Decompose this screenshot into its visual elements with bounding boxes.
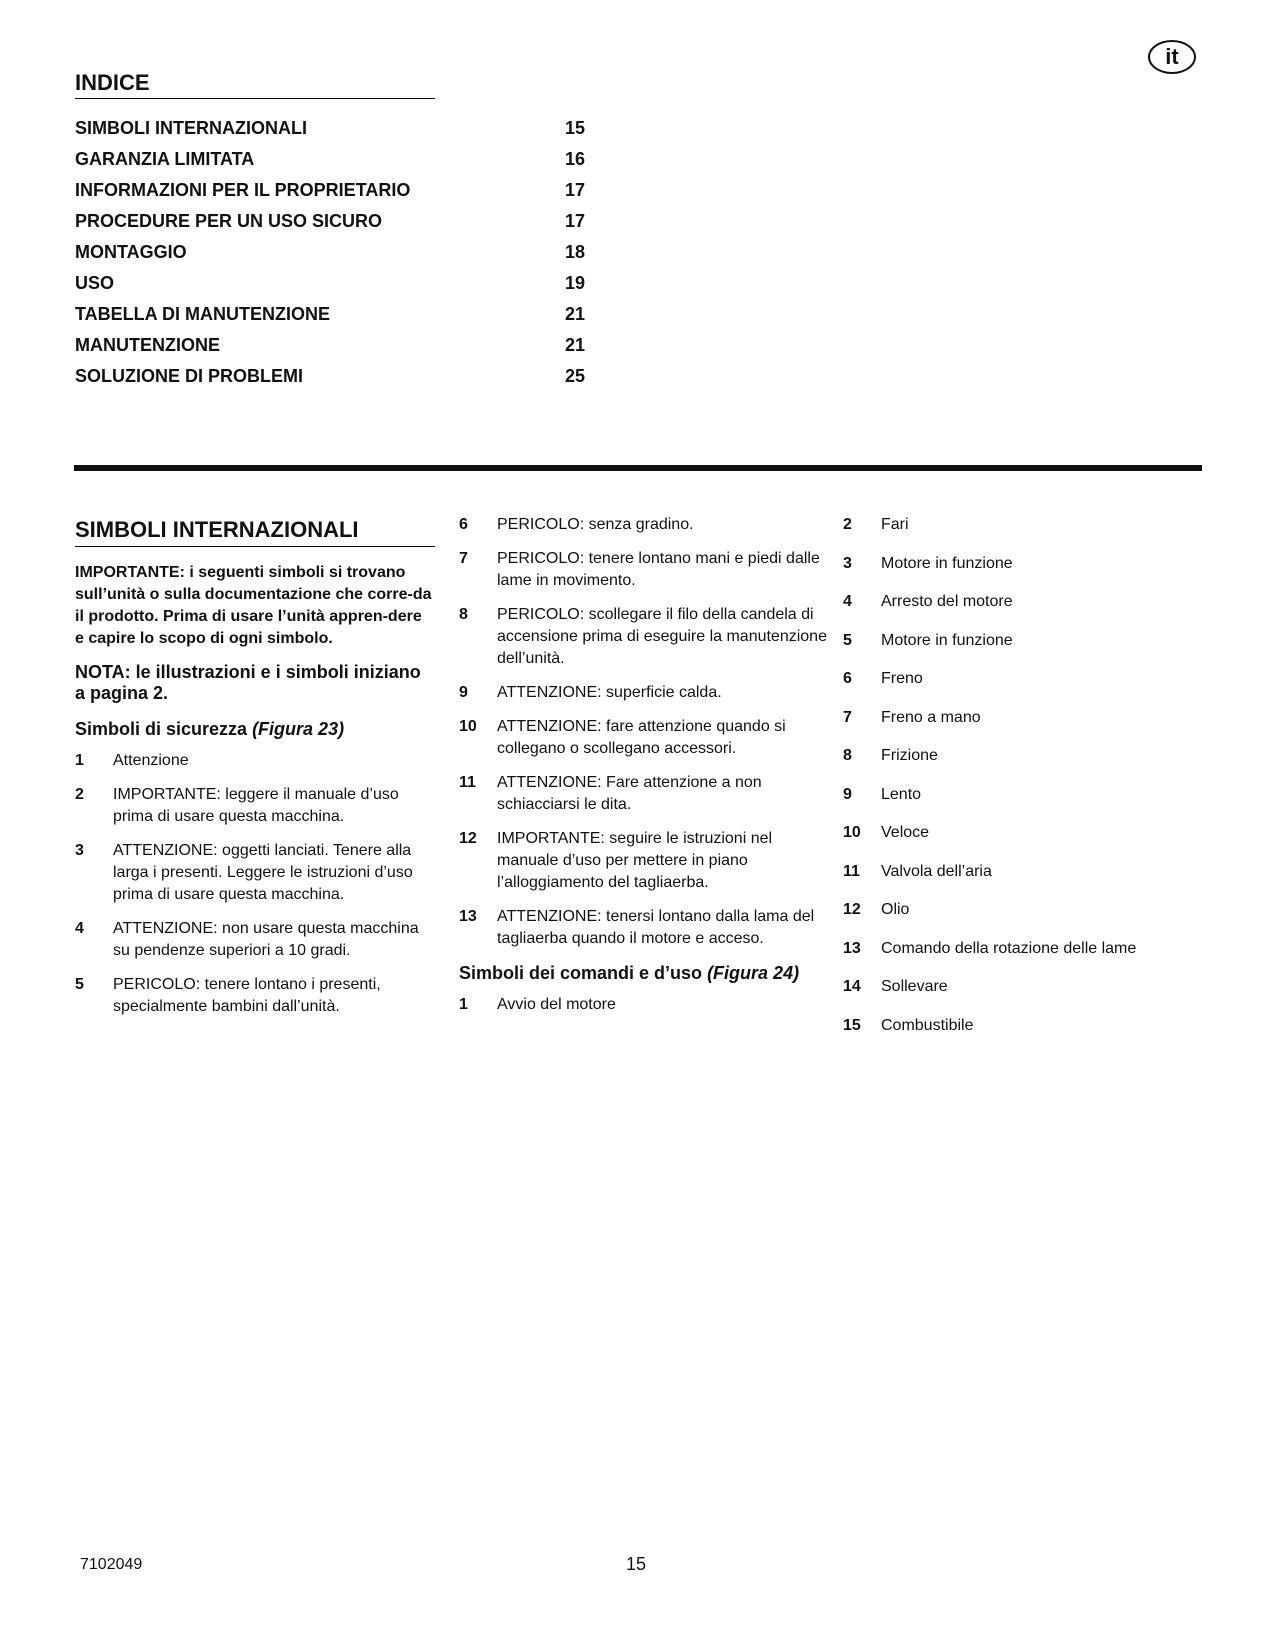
toc-entry-page: 16 bbox=[564, 149, 585, 169]
item-text: Frizione bbox=[881, 747, 938, 764]
item-number: 11 bbox=[459, 774, 476, 791]
toc-entry bbox=[75, 149, 585, 180]
item-number: 5 bbox=[75, 976, 84, 993]
list-item bbox=[459, 716, 829, 760]
item-number: 14 bbox=[843, 978, 861, 995]
controls-symbols-heading bbox=[459, 962, 829, 984]
item-number: 9 bbox=[843, 785, 852, 803]
list-item bbox=[843, 745, 1203, 767]
item-text: Combustibile bbox=[881, 1016, 974, 1034]
toc-entry-page: 21 bbox=[564, 304, 585, 324]
item-number: 2 bbox=[843, 516, 852, 533]
item-number: 10 bbox=[459, 718, 477, 735]
list-item bbox=[843, 861, 1203, 883]
list-item bbox=[459, 772, 829, 816]
item-number: 6 bbox=[843, 670, 852, 687]
list-item bbox=[75, 918, 435, 962]
item-text: IMPORTANTE: seguire le istruzioni nel manuale d’uso per mettere in piano l’alloggiamento del tagliaerba. bbox=[497, 830, 773, 891]
item-number: 3 bbox=[75, 842, 84, 859]
item-text: ATTENZIONE: fare attenzione quando si collegano o scollegano accessori. bbox=[497, 718, 786, 757]
column-right bbox=[843, 514, 1203, 1053]
column-middle bbox=[459, 514, 829, 1028]
toc-entry-label: MONTAGGIO bbox=[75, 242, 187, 262]
note-paragraph: NOTA: le illustrazioni e i simboli iniziano a pagina 2. bbox=[75, 662, 421, 703]
toc-entry-page: 21 bbox=[564, 335, 585, 355]
item-text: ATTENZIONE: non usare questa macchina su pendenze superiori a 10 gradi. bbox=[113, 920, 419, 959]
controls-figure-ref: (Figura 24) bbox=[707, 963, 800, 983]
safety-figure-ref: (Figura 23) bbox=[252, 719, 345, 739]
item-number: 6 bbox=[459, 516, 468, 533]
list-item bbox=[75, 974, 435, 1018]
item-number: 4 bbox=[843, 593, 852, 610]
list-item bbox=[843, 822, 1203, 844]
toc-entry bbox=[75, 335, 585, 366]
toc-entry-label: USO bbox=[75, 273, 115, 293]
list-item bbox=[75, 784, 435, 828]
item-text: ATTENZIONE: Fare attenzione a non schiacciarsi le dita. bbox=[497, 774, 762, 813]
item-number: 4 bbox=[75, 920, 84, 937]
list-item bbox=[843, 899, 1203, 921]
item-number: 8 bbox=[459, 606, 468, 623]
list-item bbox=[459, 828, 829, 894]
toc-entry bbox=[75, 242, 585, 273]
list-item bbox=[459, 682, 829, 704]
toc-entry-label: PROCEDURE PER UN USO SICURO bbox=[75, 211, 383, 231]
toc-entry bbox=[75, 366, 585, 397]
item-text: Freno a mano bbox=[881, 708, 981, 726]
column-left bbox=[75, 514, 435, 1030]
toc-entry-label: TABELLA DI MANUTENZIONE bbox=[75, 304, 330, 324]
list-item bbox=[843, 514, 1203, 536]
toc-entry-page: 19 bbox=[564, 273, 585, 293]
list-item bbox=[75, 750, 435, 772]
item-number: 8 bbox=[843, 747, 852, 764]
item-text: Sollevare bbox=[881, 978, 948, 995]
document-code: 7102049 bbox=[80, 1556, 143, 1573]
list-item bbox=[459, 906, 829, 950]
list-item bbox=[843, 591, 1203, 613]
list-item bbox=[843, 938, 1203, 960]
page-number: 15 bbox=[626, 1554, 647, 1574]
safety-symbols-heading bbox=[75, 718, 435, 740]
item-text: IMPORTANTE: leggere il manuale d’uso prima di usare questa macchina. bbox=[113, 786, 399, 825]
list-item bbox=[843, 784, 1203, 806]
item-text: PERICOLO: senza gradino. bbox=[497, 516, 694, 533]
item-number: 13 bbox=[459, 908, 477, 925]
item-text: Valvola dell’aria bbox=[881, 862, 992, 880]
section-divider bbox=[74, 465, 1202, 471]
toc-entry-page: 18 bbox=[564, 242, 585, 262]
toc-entry bbox=[75, 118, 585, 149]
table-of-contents bbox=[75, 118, 585, 397]
item-number: 15 bbox=[843, 1016, 861, 1034]
language-badge bbox=[1148, 40, 1196, 74]
item-text: Lento bbox=[881, 785, 922, 803]
list-item bbox=[843, 553, 1203, 575]
item-number: 7 bbox=[459, 550, 468, 567]
item-number: 7 bbox=[843, 708, 852, 726]
list-item bbox=[843, 630, 1203, 652]
toc-entry bbox=[75, 304, 585, 335]
item-text: ATTENZIONE: oggetti lanciati. Tenere alla larga i presenti. Leggere le istruzioni d’uso prima di usare questa macchina. bbox=[113, 842, 413, 903]
toc-entry-page: 25 bbox=[564, 366, 585, 386]
item-text: Motore in funzione bbox=[881, 554, 1013, 572]
item-number: 13 bbox=[843, 939, 861, 957]
item-text: Freno bbox=[881, 670, 923, 687]
list-item bbox=[459, 548, 829, 592]
item-number: 1 bbox=[75, 752, 84, 769]
section-title: SIMBOLI INTERNAZIONALI bbox=[75, 517, 435, 547]
toc-entry-label: INFORMAZIONI PER IL PROPRIETARIO bbox=[75, 180, 411, 200]
item-text: PERICOLO: tenere lontano i presenti, specialmente bambini dall’unità. bbox=[113, 976, 381, 1015]
item-number: 10 bbox=[843, 824, 861, 841]
item-text: Attenzione bbox=[113, 752, 189, 769]
item-number: 2 bbox=[75, 786, 84, 803]
toc-title: INDICE bbox=[75, 70, 435, 99]
toc-entry-label: SOLUZIONE DI PROBLEMI bbox=[75, 366, 304, 386]
toc-entry-page: 17 bbox=[564, 180, 585, 200]
item-text: ATTENZIONE: superficie calda. bbox=[497, 684, 722, 701]
list-item bbox=[843, 976, 1203, 998]
language-code: it bbox=[1165, 44, 1179, 69]
item-text: Avvio del motore bbox=[497, 996, 616, 1013]
item-text: Motore in funzione bbox=[881, 631, 1013, 649]
toc-entry-label: GARANZIA LIMITATA bbox=[75, 149, 255, 169]
toc-entry-page: 17 bbox=[564, 211, 585, 231]
list-item bbox=[459, 604, 829, 670]
list-item bbox=[843, 707, 1203, 729]
list-item bbox=[459, 514, 829, 536]
toc-entry-label: MANUTENZIONE bbox=[75, 335, 220, 355]
safety-heading-text: Simboli di sicurezza bbox=[75, 719, 248, 739]
item-number: 11 bbox=[843, 862, 860, 880]
item-number: 5 bbox=[843, 631, 852, 649]
toc-entry-label: SIMBOLI INTERNAZIONALI bbox=[75, 118, 307, 138]
toc-entry-page: 15 bbox=[564, 118, 585, 138]
list-item bbox=[75, 840, 435, 906]
item-text: PERICOLO: tenere lontano mani e piedi dalle lame in movimento. bbox=[497, 550, 820, 589]
item-text: ATTENZIONE: tenersi lontano dalla lama del tagliaerba quando il motore e acceso. bbox=[497, 908, 815, 947]
item-text: PERICOLO: scollegare il filo della candela di accensione prima di eseguire la manutenzione dell’unità. bbox=[497, 606, 827, 667]
item-text: Fari bbox=[881, 516, 909, 533]
item-number: 12 bbox=[459, 830, 477, 847]
list-item bbox=[843, 1015, 1203, 1037]
item-number: 9 bbox=[459, 684, 468, 701]
item-number: 1 bbox=[459, 996, 468, 1013]
intro-paragraph: IMPORTANTE: i seguenti simboli si trovano sull’unità o sulla documentazione che corre-da il prodotto. Prima di usare l’unità appren-dere e capire lo scopo di ogni simbolo. bbox=[75, 564, 432, 647]
item-text: Olio bbox=[881, 901, 910, 918]
toc-entry bbox=[75, 180, 585, 211]
item-text: Veloce bbox=[881, 824, 930, 841]
item-number: 12 bbox=[843, 901, 861, 918]
item-text: Comando della rotazione delle lame bbox=[881, 939, 1137, 957]
toc-entry bbox=[75, 273, 585, 304]
list-item bbox=[843, 668, 1203, 690]
item-number: 3 bbox=[843, 554, 852, 572]
controls-heading-text: Simboli dei comandi e d’uso bbox=[459, 963, 703, 983]
item-text: Arresto del motore bbox=[881, 593, 1013, 610]
toc-entry bbox=[75, 211, 585, 242]
list-item bbox=[459, 994, 829, 1016]
